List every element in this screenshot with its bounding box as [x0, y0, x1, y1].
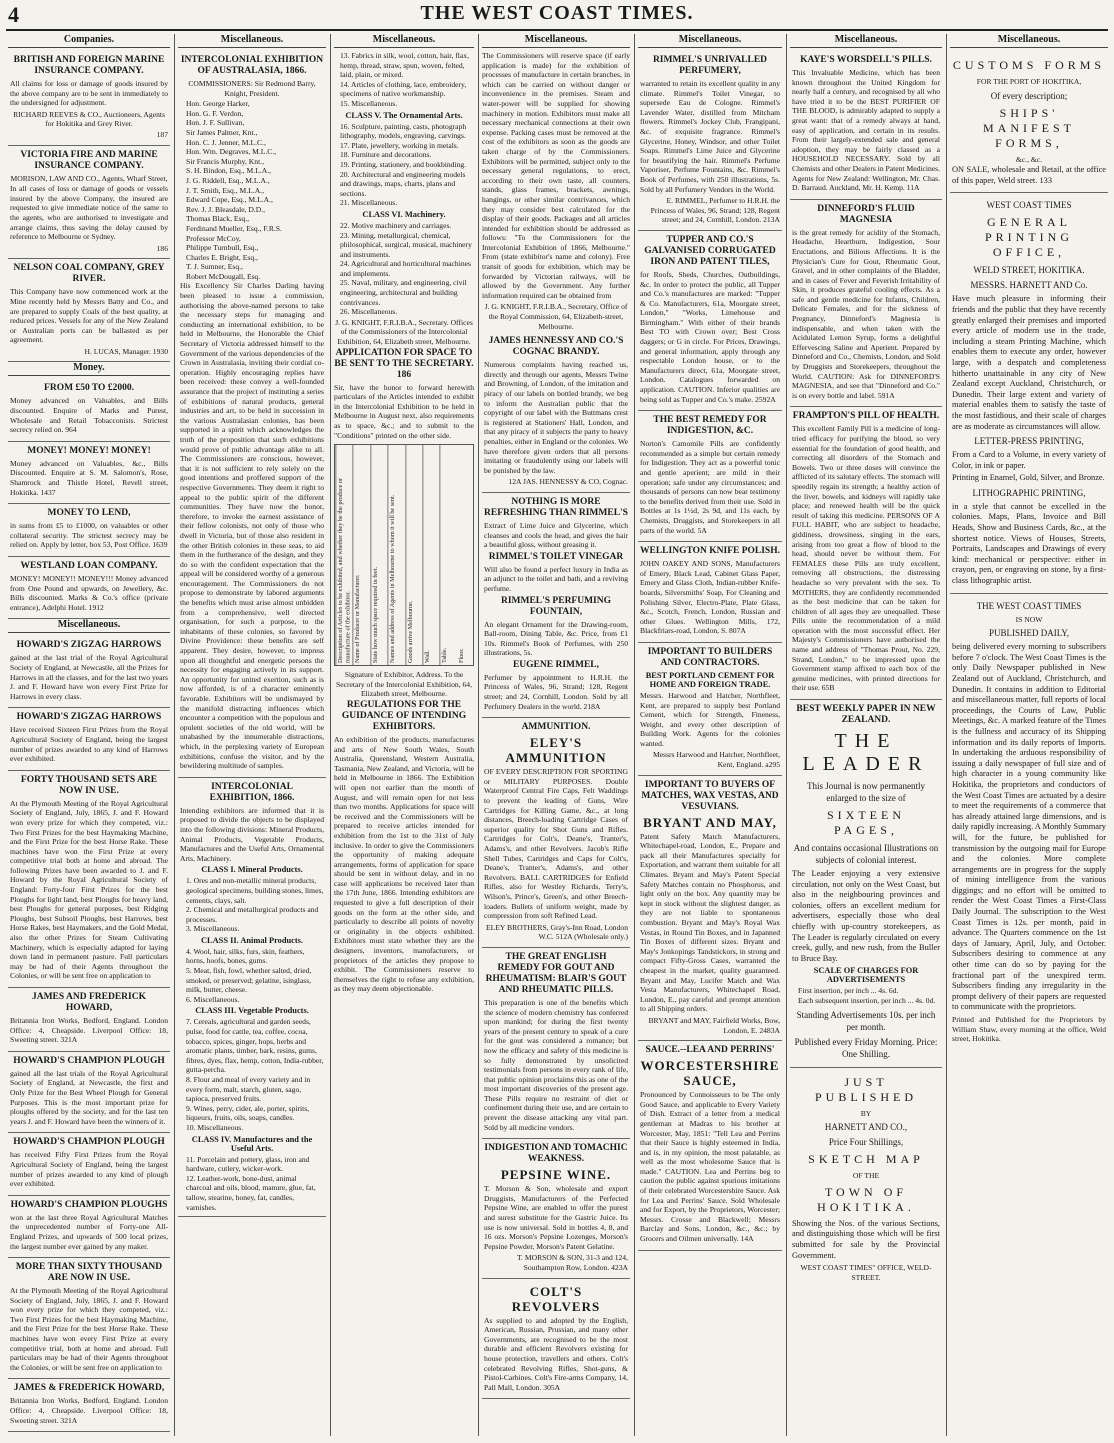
ad-title: JAMES AND FREDERICK HOWARD,: [31, 992, 146, 1013]
ad-signature: BRYANT and MAY, Fairfield Works, Bow, London, E. 2483A: [648, 1015, 780, 1035]
leader-pages: SIXTEEN PAGES,: [827, 808, 905, 838]
section-heading: Companies.: [8, 34, 170, 48]
ad-title: THE GREAT ENGLISH REMEDY FOR GOUT AND RHEUMATISM: BLAIR'S GOUT AND RHEUMATIC PILLS.: [485, 951, 627, 995]
column-2: [178, 34, 326, 1436]
column-4: [482, 34, 630, 1436]
commissioners-list: [180, 99, 324, 281]
ad-body: Pronounced by Connoisseurs to be The only Good Sauce, and applicable to Every Variety of Dish. Extract of a letter from a medical gentleman at Madras to his brother at Worcester, May, 1851: "Tell Lea and Perrins that their Sauce is highly esteemed in India, and is, in my opinion, the most palatable, as well as the most wholesome Sauce that is made." CAUTION. Lea and Perrins beg to caution the public against spurious imitations of their celebrated Worcestershire Sauce. Ask for Lea and Perrins' Sauce. Sold Wholesale and for Export, by the Proprietors, Worcester; Messrs. Crosse and Blackwell; Messrs Barclay and Sons, London, &c., &c.; by Grocers and Oilmen universally. 14A: [640, 1090, 780, 1244]
ad-the-leader: [790, 700, 942, 1068]
list-item: 18. Furniture and decorations.: [340, 150, 432, 160]
ad-title: HOWARD'S CHAMPION PLOUGH: [13, 1137, 165, 1148]
scale-row: Each subsequent insertion, per inch ... 4s. 0d.: [798, 995, 936, 1005]
ad-body: is the great remedy for acidity of the Stomach, Headache, Heartburn, Indigestion, Sour Eructations, and Bilious Affections. It is the Physician's Cure for Gout, Rheumatic Gout, Gravel, and in other complaints of the Bladder, and in cases of Fever and Feverish Irritability of Skin, it produces grateful cooling effects. As a safe and gentle medicine for Infants, Children, Delicate Females, and for the sickness of Pregnancy, Dinneford's Magnesia is indispensable, and when taken with the Acidulated Lemon Syrup, forms a delightful Effervescing Saline and Aperient. Prepared by Dinneford and Co., Chemists, London, and Sold by Druggists and Storekeepers, throughout the World. CAUTION: Ask for DINNEFORD'S MAGNESIA, and see that "Dinneford and Co." is on every bottle and label. 591A: [792, 227, 940, 400]
ad-money-2: [8, 442, 170, 504]
list-item: 25. Naval, military, and engineering, civil engineering, architectural and building contrivances.: [340, 278, 467, 307]
table-column: Goods arrive Melbourne.: [405, 445, 422, 665]
printing-body: Have much pleasure in informing their friends and the public that they have recently greatly enlarged their premises and imported every article of modern use in the trade, including a steam Printing Machine, which enables them to execute any order, however large, with a despatch and completeness hitherto unattainable in any city of New Zealand except Auckland, Christchurch, or Dunedin. Their large extent and variety of material enables them to satisfy the taste of the most fastidious, and their scale of charges are as moderate as circumstances will allow.: [952, 294, 1106, 431]
list-item: Rev. J. J. Bleasdale, D.D.,: [186, 204, 266, 214]
secretary-signature: J. G. KNIGHT, F.R.I.B.A., Secretary. Offices of the Commissioners of the Intercolonial Exhibition, 64, Elizabeth street, Melbourne.: [335, 317, 473, 347]
column-6: [790, 34, 942, 1436]
list-item: Robert McDougall, Esq.: [186, 271, 261, 281]
ad-rimmel-perfumery: [638, 51, 782, 231]
ad-title: NELSON COAL COMPANY, GREY RIVER.: [13, 263, 165, 285]
ad-body: in sums from £5 to £1000, on valuables or other collateral security. The strictest secrecy may be relied on. Apply by letter, box 53, Post Office. 1639: [10, 521, 168, 550]
table-column: Table.: [439, 445, 456, 665]
list-item: Edward Cope, Esq., M.L.A.,: [186, 195, 273, 205]
list-item: J. G. Riddell, Esq., M.L.A.,: [186, 175, 270, 185]
column-rule: [786, 34, 787, 1436]
map-line: JUST PUBLISHED: [814, 1074, 917, 1104]
section-heading-money: Money.: [8, 362, 170, 376]
ad-title: RIMMEL'S TOILET VINEGAR: [488, 551, 624, 562]
table-column: Description of Articles to be exhibited, and whether they be the produce or manufacture of the exhibitor.: [335, 445, 352, 665]
ad-title: IMPORTANT TO BUYERS OF MATCHES, WAX VESTAS, AND VESUVIANS.: [641, 779, 779, 812]
ad-body: At the Plymouth Meeting of the Royal Agricultural Society of England, July, 1865, J. and F. Howard won every prize for which they competed, viz.: Two First Prizes for the best Haymaking Machine, and the First Prize for the best Horse Rake. These machines have won every First Prize at every competitive trial, both at home and abroad. Full particulars may be had of their Agents throughout the Colonies, or will be sent free on application to: [10, 1286, 168, 1372]
ad-signature: 12A JAS. HENNESSY & CO, Cognac.: [508, 477, 628, 487]
map-line: SKETCH MAP: [808, 1152, 924, 1167]
list-item: 20. Architectural and engineering models and drawings, maps, charts, plans and sections.: [340, 169, 466, 198]
daily-line: IS NOW: [1015, 614, 1043, 624]
leader-line: This Journal is now permanently enlarged to the size of: [807, 781, 925, 804]
map-line: HARNETT AND CO.,: [824, 1122, 908, 1133]
ad-body: An elegant Ornament for the Drawing-room, Ball-room, Dining Table, &c. Price, from £1 10s. Rimmel's Book of Perfumes, with 250 illustrations, 5s.: [484, 619, 628, 658]
ad-headline: COLT'S REVOLVERS: [511, 1283, 601, 1314]
list-item: 19. Printing, stationery, and bookbinding.: [340, 159, 467, 169]
ad-signature: RICHARD REEVES & CO., Auctioneers, Agents for Hokitika and Grey River.: [13, 109, 165, 129]
masthead: [0, 0, 1114, 28]
ad-title: MONEY! MONEY! MONEY!: [27, 445, 151, 456]
ad-title: EUGENE RIMMEL,: [512, 659, 600, 670]
ad-body: for Roofs, Sheds, Churches, Outbuildings, &c. In order to protect the public, all Tupper and Co.'s manufactures are marked: "Tupper & Co. Manufacturers, 61a, Moorgate street, London," "Works, Limehouse and Birmingham." With either of their brands Best TO with Crown over; Best Cross daggers; or G in circle. For Prices, Drawings, and general information, apply through any respectable London house, or to the Manufacturers direct, 61a, Moorgate street, London. Catalogues forwarded on application. CAUTION. Inferior qualities are being sold as Tupper and Co.'s make. 2592A: [640, 269, 780, 404]
ad-title: THE BEST REMEDY FOR INDIGESTION, &C.: [653, 415, 767, 437]
map-office: WEST COAST TIMES" OFFICE, WELD-STREET.: [800, 1263, 932, 1282]
list-item: 11. Porcelain and pottery, glass, iron and hardware, cutlery, wicker-work.: [186, 1154, 310, 1174]
ad-blairs-pills: [482, 948, 630, 1139]
ad-signature: H. LUCAS, Manager. 1930: [84, 346, 168, 356]
ad-title: JAMES & FREDERICK HOWARD,: [13, 1383, 165, 1394]
ad-title: FROM £50 TO £2000.: [44, 383, 134, 394]
printing-line: From a Card to a Volume, in every variety of Color, in ink or paper.: [952, 450, 1106, 470]
printing-line: Printing in Enamel, Gold, Silver, and Bronze.: [952, 473, 1105, 483]
section-heading: Miscellaneous.: [334, 34, 474, 48]
list-item: Hon. C. J. Jenner, M.L.C.,: [186, 137, 266, 147]
ad-westland-loan: [8, 557, 170, 619]
list-item: 26. Miscellaneous.: [340, 307, 398, 317]
ad-body: This preparation is one of the benefits which the science of modern chemistry has conferred upon mankind; for during the first twenty years of the present century to speak of a cure for the gout was considered a romance; but now the efficacy and safety of this medicine is so fully demonstrated by unsolicited testimonials from persons in every rank of life, that public opinion proclaims this as one of the most important discoveries of the present age. These Pills require no restraint of diet or confinement during their use, and are certain to prevent the disease attacking any vital part. Sold by all medicine vendors.: [484, 997, 628, 1132]
ad-sketch-map: [790, 1068, 942, 1288]
ad-signature: Messrs Harwood and Hatcher, Northfleet, Kent, England. a295: [652, 750, 780, 770]
exhibitor-signature: Signature of Exhibitor, Address. To the Secretary of the Intercolonial Exhibition, 64, Elizabeth street, Melbourne.: [335, 670, 472, 699]
ad-howard-2: [8, 708, 170, 770]
scale-row: First insertion, per inch ... 4s. 6d.: [798, 986, 899, 996]
table-column: State how much space required in feet.: [370, 445, 387, 665]
ad-lea-perrins: [638, 1041, 782, 1251]
ad-body: warranted to retain its excellent quality in any climate. Rimmel's Toilet Vinegar, to supersede Eau de Cologne. Rimmel's Lavender Water, distilled from Mitcham flowers. Rimmel's Jockey Club, Frangipani, &c. of exquisite fragrance. Rimmel's Glycerine, Honey, Windsor, and other Toilet Soaps. Rimmel's Lime Juice and Glycerine for beautifying the hair. Rimmel's Perfume Vaporiser, Perfume Fountains, &c. Rimmel's Book of Perfumes, with 250 illustrations, 5s. Sold by all Perfumery Vendors in the World.: [640, 79, 780, 194]
list-item: 1. Ores and non-metallic mineral products, geological specimens, building stones, limes, cements, clays, salt.: [186, 876, 324, 905]
daily-line: THE WEST COAST TIMES: [976, 600, 1082, 611]
regulations-title: REGULATIONS FOR THE GUIDANCE OF INTENDING EXHIBITORS.: [341, 699, 467, 732]
column-1: [8, 34, 170, 1436]
ad-body: gained all the last trials of the Royal Agricultural Society of England, at Newcastle, the first and Only Prize for the Best Wheel Plough for General Purposes. This is the most important prize for ploughs offered by the society, and for the last ten years J. and F. Howard have been the winners of it.: [10, 1068, 168, 1126]
ad-title: FRAMPTON'S PILL OF HEALTH.: [792, 411, 940, 422]
masthead-rule: [6, 29, 1108, 31]
section-heading: Miscellaneous.: [950, 34, 1108, 48]
map-line: Price Four Shillings,: [828, 1137, 904, 1148]
ad-title: HOWARD'S ZIGZAG HARROWS: [16, 712, 162, 723]
ad-title: VICTORIA FIRE AND MARINE INSURANCE COMPANY.: [20, 149, 158, 171]
ad-headline: PEPSINE WINE.: [500, 1167, 612, 1183]
ad-body: Norton's Camomile Pills are confidently recommended as a simple but certain remedy for Indigestion. They act as a powerful tonic and gentle aperient; are mild in their operation; safe under any circumstances; and thousands of persons can now bear testimony to the benefits derived from their use. Sold in Bottles at 1s 1½d, 2s 9d, and 11s each, by Chemists, Druggists, and Storekeepers in all parts of the world. 5A: [640, 439, 780, 535]
daily-body: being delivered every morning to subscribers before 7 o'clock. The West Coast Times is the only Daily Newspaper published in New Zealand out of Auckland, Christchurch, and Dunedin. It contains in addition to Editorial and miscellaneous matter, full reports of local proceedings, the Courts of Law, Public Meetings, &c. A marked feature of the Times is the fullness and accuracy of its Shipping information and its daily reports of Imports. In undertaking the arduous responsibility of issuing a daily newspaper of full size and of high character in a young community like Hokitika, the proprietors and conductors of the West Coast Times are actuated by a desire to meet the requirements of a commerce that has already attained large dimensions, and is daily rapidly increasing. A Monthly Summary will, for the future, be published for transmission by the outgoing mail for Europe and the colonies. More complete arrangements are in progress for the supply of mining intelligence from the various diggings; and no effort will be omitted to render the West Coast Times a First-Class Daily Journal. The subscription to the West Coast Times is 12s. per month, paid in advance. The Quarters commence on the 1st days of January, April, July, and October. Subscribers desiring to commence at any other time can do so by paying for the fractional part of the unexpired term. Subscribers finding any irregularity in the prompt delivery of their papers are requested to communicate with the proprietors.: [952, 642, 1106, 1012]
customs-line: CUSTOMS FORMS: [952, 58, 1106, 72]
list-item: 16. Sculpture, painting, casts, photograph lithography, models, engraving, carvings.: [340, 121, 467, 141]
printing-line: LITHOGRAPHIC PRINTING,: [972, 487, 1086, 498]
leader-body: The Leader enjoying a very extensive circulation, not only on the West Coast, but also in the neighbouring provinces and colonies, offers an excellent medium for advertisers, especially those who deal chiefly with up-country storekeepers, as The Leader is regularly circulated on every creek, gully, and new rush, from the Buller to Bruce Bay.: [792, 869, 940, 963]
ad-agents: MORISON, LAW AND CO., Agents, Wharf Street,: [10, 173, 168, 183]
ad-title: DINNEFORD'S FLUID MAGNESIA: [817, 203, 915, 225]
list-item: 15. Miscellaneous.: [340, 98, 398, 108]
ad-nelson-coal: [8, 259, 170, 362]
column-rule: [634, 34, 635, 1436]
section-heading: Miscellaneous.: [482, 34, 630, 48]
ad-signature: ELEY BROTHERS, Gray's-Inn Road, London W.C. 512A (Wholesale only.): [486, 922, 628, 942]
ad-body: This excellent Family Pill is a medicine of long-tried efficacy for purifying the blood, so very essential for the foundation of good health, and correcting all disorders of the Stomach and Bowels. Two or three doses will convince the afflicted of its salutary effects. The stomach will speedily regain its strength; a healthy action of the liver, bowels, and kidneys will rapidly take place; and renewed health will be the quick result of taking this medicine. PERSONS OF A FULL HABIT, who are subject to headache, giddiness, drowsiness, singing in the ears, arising from too great a flow of blood to the head, should never be without them. For FEMALES these Pills are truly excellent, removing all obstructions, the distressing headache so very prevalent with the sex. To MOTHERS, they are confidently recommended as the best medicine that can be taken for children of all ages they are unequalled. These Pills unite the recommendation of a mild operation with the most successful effect. Her Majesty's Commissioners have authorised the name and address of "Thomas Prout, No. 229, Strand, London," to be impressed upon the Government stamp affixed to each box of the genuine medicines, with printed directions for their use. 65B: [792, 424, 940, 693]
ad-daily-times: [950, 594, 1108, 1050]
ad-howard-5: [8, 1052, 170, 1134]
ad-hennessy: [482, 332, 630, 493]
ad-intercolonial-classes: [178, 778, 326, 1217]
ad-money-3: [8, 504, 170, 557]
ad-frampton-pill: [790, 407, 942, 700]
ad-title: WESTLAND LOAN COMPANY.: [20, 561, 158, 571]
column-3: [334, 34, 474, 1436]
column-rule: [946, 34, 947, 1436]
class-heading: CLASS V. The Ornamental Arts.: [345, 110, 463, 120]
list-item: Professor McCoy,: [186, 233, 241, 243]
ad-title: KAYE'S WORSDELL'S PILLS.: [800, 55, 932, 65]
ad-headline: ELEY'S AMMUNITION: [505, 735, 607, 766]
leader-masthead: THE LEADER: [802, 730, 930, 776]
ad-title: BRITISH AND FOREIGN MARINE INSURANCE COMPANY.: [13, 55, 165, 76]
list-item: Sir Francis Murphy, Knt.,: [186, 156, 264, 166]
ad-colts-revolvers: [482, 1279, 630, 1400]
page-number: 4: [8, 2, 19, 27]
column-rule: [174, 34, 175, 1436]
ad-victoria-fire: [8, 146, 170, 260]
printing-line: LETTER-PRESS PRINTING,: [974, 436, 1084, 447]
ad-body: This Invaluable Medicine, which has been known throughout the United Kingdom for nearly half a century, and recognised by all who have tried it to be the BEST PURIFIER OF THE BLOOD, is admirably adapted to supply a great want: that of a remedy always at hand, easy of application, and certain in its results. From their largely-extended sale and general adoption, they may be fairly classed as a HOUSEHOLD NECESSARY. Sold by all Chemists and other Dealers in Patent Medicines. Agents for New Zealand: Wellington, Mr. Chas. D. Barraud. Auckland, Mr. H. Kemp. 11A: [792, 68, 940, 193]
list-item: Hon. G. F. Verdon,: [186, 108, 244, 118]
standing-ads: Standing Advertisements 10s. per inch per month.: [796, 1009, 936, 1032]
list-item: J. T. Smith, Esq., M.L.A.,: [186, 185, 264, 195]
printing-line: WEST COAST TIMES: [986, 200, 1072, 211]
printing-line: GENERAL PRINTING OFFICE,: [985, 215, 1073, 260]
ad-body: Numerous complaints having reached us, directly and through our agents, Messrs Twine and Browning, of London, of the imitation and piracy of our labels on bottled brandy, we beg to inform the Australian public that the copyright of our label with the Buttmans crest is registered at Stationers' Hall, London, and that any piracy of it subjects the party to heavy penalties, either in England or the colonies. We have therefore given orders that all persons imitating or fraudulently using our labels will be punished by the law.: [484, 360, 628, 475]
ad-body: In all cases of loss or damage of goods or vessels insured by the above Company, the insured are requested to give immediate notice of the same to the agents, who are authorised to investigate and arrange claims, thus saving the delay caused by reference to Melbourne or Sydney.: [10, 184, 168, 242]
ad-body: Intending exhibitors are informed that it is proposed to divide the objects to be displayed into the following divisions: Mineral Products, Animal Products, Vegetable Products, Manufactures and the Useful Arts, Ornamental Arts, Machinery.: [180, 805, 324, 863]
ad-body: Patent Safety Match Manufacturers, Whitechapel-road, London, E., Prepare and pack all their Manufactures specially for Exportation, and warrant them suitable for all Climates. Bryant and May's Patent Special Safety Matches contain no Phosphorus, and light only on the box. Any quantity may be kept in stock without the slightest danger, as they are not liable to spontaneous combustion. Bryant and May's Royal Wax Vestas, in Round Tin Boxes, and in Japanned Tin Boxes of different sizes. Bryant and May's Jonkopings Tandstickors, in strong and compact Fifty-Gross Cases, warranted the cheapest in the market, quality guaranteed. Bryant and May, Lucifer Match and Wax Vesta Manufacturers, Whitechapel Road, London, E., pay careful and prompt attention to all Shipping orders.: [640, 831, 780, 1014]
ad-body: As supplied to and adopted by the English, American, Russian, Prussian, and many other Governments, are recognised to be the most durable and efficient Revolvers existing for house protection, travellers and others. Colt's celebrated Revolving Rifles, Shot-guns, & Pistol-Carbines. Colt's Fire-arms Company, 14, Pall Mall, London. 305A: [484, 1315, 628, 1392]
list-item: 10. Miscellaneous.: [186, 1122, 244, 1132]
ad-body: His Excellency Sir Charles Darling having been pleased to issue a commission, authorising the above-named persons to take the necessary steps for managing and conducting an international exhibition, to be held in Melbourne, the Honorable the Chief Secretary of Victoria addressed himself to the Government of the various dependencies of the Crown in Australasia, inviting their cordial co-operation. Highly encouraging replies have been received: these convey a well-founded assurance that the project of instituting a series of exhibitions of natural products, general industries and art, to be held in succession in the various Australasian colonies, has been supported in a spirit which acknowledges the truth of the proposition that such exhibitions would prove of public advantage alike to all. The Commissioners are conscious, however, that it is not sufficient to rely solely on the good intentions and proffered support of the respective Governments. They deem it right to appeal to the public spirit of the different communities. They have now the honor, therefore, to invoke the earnest assistance of their fellow colonists, not only of those who dwell in Victoria, but of those also resident in the other British colonies in these seas, to aid them in the furtherance of the design, and they do so with the confident expectation that the appeal will be considered worthy of a generous encouragement. The Commissioners do not propose to demonstrate by labored arguments the benefits which must arise almost unbidden from a comprehensive, well directed organisation, for such a purpose, to the inhabitants of these colonies, so favored by Divine Providence: these benefits are self apparent. They desire, however, to impress upon all thoughtful and energetic persons the necessity for engaging actively in its support. An opportunity for united exertion, such as is now afforded, is of a character eminently favorable. Exhibitors will be undismayed by the manifold distracting influences which encounter a competition with the populous and opulent societies of the old world, will be unabashed by the innumerable distractions, which, in the perplexing variety of European exhibitions, confuse the visitor, and by the bewildering multitude of samples.: [180, 281, 324, 771]
ad-body: won at the last three Royal Agricultural Matches the unprecedented number of Forty-one All-England Prizes, and upwards of 500 local prizes, the largest number ever gained by any maker.: [10, 1212, 168, 1251]
ad-body: Messrs. Harwood and Hatcher, Northfleet, Kent, are prepared to supply best Portland Cement, which for Strength, Fineness, Weight, and every other description of Building Work. Agents for the colonies wanted.: [640, 690, 780, 748]
ad-title: SAUCE.--LEA AND PERRINS': [645, 1045, 775, 1056]
ad-howard-6: [8, 1133, 170, 1195]
class-heading: CLASS III. Vegetable Products.: [195, 1006, 309, 1016]
section-heading-misc: Miscellaneous.: [8, 619, 170, 633]
list-item: 17. Plate, jewellery, working in metals.: [340, 140, 459, 150]
ad-body: Money advanced on Valuables, and Bills discounted. Enquire of Marks and Purest, Wholesale and Retail Tobacconists. Strictest secrecy relied on. 964: [10, 396, 168, 435]
ad-title: INTERCOLONIAL EXHIBITION OF AUSTRALASIA, 1866.: [180, 55, 324, 76]
ad-money-1: [8, 379, 170, 441]
form-body: Sir, have the honor to forward herewith particulars of the Articles intended to exhibit in the Intercolonial Exhibition to be held in Melbourne in August next, also requirements as to space, &c.; and to submit to the "Conditions" printed on the other side.: [334, 382, 474, 440]
column-rule: [478, 34, 479, 1436]
ad-title: MORE THAN SIXTY THOUSAND ARE NOW IN USE.: [15, 1262, 163, 1284]
ad-body: This Company have now commenced work at the Mine recently held by Messrs Batty and Co., and are prepared to supply Coals of the best quality, at reduced prices. Vessels for any of the New Zealand or Australian ports can be ballasted as per agreement.: [10, 287, 168, 345]
class-heading: CLASS VI. Machinery.: [362, 209, 446, 219]
secretary-signature: J. G. KNIGHT, F.R.I.B.A., Secretary, Office of the Royal Commission, 64, Elizabeth-street, Melbourne.: [484, 302, 628, 331]
customs-line: SHIPS' MANIFEST FORMS,: [982, 105, 1075, 150]
ad-portland-cement: [638, 643, 782, 776]
ad-body: Will also be found a perfect luxury in India as an adjunct to the toilet and bath, and a reviving perfume.: [484, 564, 628, 593]
column-rule: [330, 34, 331, 1436]
list-item: Hon. Wm. Degraves, M.L.C.,: [186, 147, 277, 157]
ad-title: FORTY THOUSAND SETS ARE NOW IN USE.: [20, 774, 158, 796]
ad-headline: BRYANT AND MAY,: [643, 814, 777, 830]
list-item: 9. Wines, perry, cider, ale, porter, spirits, liqueurs, fruits, oils, soaps, candles.: [186, 1103, 310, 1123]
table-column: Names and address of Agents in Melbourne to whom it will be sent.: [387, 445, 404, 665]
table-column: Wall.: [422, 445, 439, 665]
ad-howard-8: [8, 1258, 170, 1379]
class-heading: CLASS I. Mineral Products.: [201, 865, 303, 875]
customs-line: Of every description;: [990, 90, 1068, 101]
map-line: OF THE: [852, 1171, 880, 1181]
form-title: APPLICATION FOR SPACE TO BE SENT TO THE SECRETARY. 186: [334, 347, 474, 380]
list-item: 4. Wool, hair, silks, furs, skin, feathers, horns, hoofs, bones, gums.: [186, 946, 305, 966]
ad-president: COMMISSIONERS: Sir Redmond Barry, Knight, President.: [188, 79, 316, 98]
list-item: 24. Agricultural and horticultural machines and implements.: [340, 259, 471, 278]
ad-howard-3: [8, 771, 170, 988]
ad-title: WELLINGTON KNIFE POLISH.: [640, 546, 780, 557]
map-line: BY: [860, 1108, 872, 1118]
ad-title: NOTHING IS MORE REFRESHING THAN RIMMEL'S: [484, 496, 628, 518]
ad-title: HOWARD'S CHAMPION PLOUGHS: [10, 1199, 168, 1210]
list-item: 21. Miscellaneous.: [340, 198, 398, 208]
ad-body: has received Fifty First Prizes from the Royal Agricultural Society of England, being the largest number of prizes awarded to any kind of plough ever exhibited.: [10, 1150, 168, 1189]
ad-tupper-iron: [638, 231, 782, 411]
ad-rimmel-lime: [482, 493, 630, 718]
ad-body: Money advanced on Valuables, &c., Bills Discounted. Enquire at S. M. Salomon's, Rose, Shamrock and Thistle Hotel, Revell street, Hokitika. 1437: [10, 458, 168, 497]
section-heading: Miscellaneous.: [178, 34, 326, 48]
customs-line: FOR THE PORT OF HOKITIKA,: [976, 77, 1082, 86]
ad-subtitle: BEST PORTLAND CEMENT FOR HOME AND FOREIGN TRADE.: [645, 670, 775, 689]
ad-ref: 186: [156, 243, 168, 253]
ad-body: Britannia Iron Works, Bedford, England. London Office: 4, Cheapside. Liverpool Office: 18, Sweeting street. 321A: [10, 1396, 168, 1425]
ad-body: All claims for loss or damage of goods insured by the above company are to be sent in immediately to the undersigned for adjustment.: [10, 79, 168, 108]
list-item: 5. Meat, fish, fowl, whether salted, dried, smoked, or preserved; gelatine, isinglass, milk, butter, cheese.: [186, 966, 312, 995]
ad-howard-4: [8, 988, 170, 1052]
customs-body: ON SALE, wholesale and Retail, at the office of this paper, Weld street. 133: [952, 165, 1106, 185]
list-item: Philippe Turnbull, Esq.,: [186, 243, 259, 253]
ad-dinneford-magnesia: [790, 200, 942, 408]
ad-title: TUPPER AND CO.'S GALVANISED CORRUGATED IRON AND PATENT TILES,: [644, 234, 776, 267]
list-item: Charles E. Bright, Esq.,: [186, 252, 258, 262]
list-item: Sir James Palmer, Knt.,: [186, 127, 258, 137]
ad-title: HOWARD'S CHAMPION PLOUGH: [13, 1055, 165, 1066]
table-column: Name of Producer or Manufacturer.: [352, 445, 369, 665]
list-item: Hon. J. F. Sullivan,: [186, 118, 245, 128]
ad-customs-forms: [950, 51, 1108, 193]
ad-signature: T. MORSON & SON, 31-3 and 124, Southampton Row, London. 423A: [516, 1253, 628, 1272]
ad-title: BEST WEEKLY PAPER IN NEW ZEALAND.: [796, 704, 936, 726]
table-column: Floor.: [457, 648, 465, 664]
section-heading: Miscellaneous.: [790, 34, 942, 48]
printing-line: MESSRS. HARNETT AND Co.: [970, 280, 1088, 291]
list-item: 8. Flour and meal of every variety and in every form, malt, starch, gluten, sago, tapioca, preserved fruits.: [186, 1075, 311, 1104]
ad-signature: E. RIMMEL, Perfumer to H.R.H. the Princess of Wales, 96, Strand; 128, Regent street; and 24, Cornhill, London. 213A: [650, 196, 780, 225]
list-item: 14. Articles of clothing, lace, embroidery, specimens of native workmanship.: [340, 79, 467, 99]
scale-title: SCALE OF CHARGES FOR ADVERTISEMENTS: [813, 966, 919, 985]
list-item: 6. Miscellaneous.: [186, 994, 240, 1004]
ad-pepsine-wine: [482, 1139, 630, 1278]
list-item: Ferdinand Mueller, Esq., F.R.S.: [186, 223, 282, 233]
ad-howard-7: [8, 1196, 170, 1258]
customs-line: &c., &c.: [1015, 154, 1043, 164]
ad-body: MONEY! MONEY!! MONEY!!! Money advanced from One Pound and upwards, on Jewellery, &c. Bills discounted. Marks & Co.'s office (private entrance), Adelphi Hotel. 1912: [10, 574, 168, 612]
list-item: 22. Motive machinery and carriages.: [340, 220, 452, 230]
ad-british-marine: [8, 51, 170, 146]
list-item: 13. Fabrics in silk, wool, cotton, hair, flax, hemp, thread, straw, spun, woven, felted, laid, plain, or mixed.: [340, 51, 469, 80]
exhibition-conditions: The Commissioners will reserve space (if early application is made) for the exhibition of processes of manufacture in certain branches, in which can be carried on without danger or inconvenience in the premises. Steam and water-power will be supplied for showing machinery in motion. Exhibitors must make all necessary mechanical connections at their own expense. Packing cases must be removed at the cost of the exhibitors as soon as the goods are taken charge of by the Commissioners. Exhibitors will be permitted, subject only to the necessary general regulations, to erect, according to their own taste, all counters, stands, glass frames, brackets, awnings, hangings, or other similar contrivances, which they may consider best calculated for the display of their goods. Packages and all articles intended for exhibition should be addressed as follows: "To the Commissioners for the Intercolonial Exhibition of 1866, Melbourne." From (state exhibitor's name and colony). Free transit of goods for exhibition, which may be forwarded by Victorian railways, will be allowed by the Government. Any further information required can be obtained from: [482, 51, 630, 300]
class-heading: CLASS II. Animal Products.: [201, 935, 303, 945]
imprint: Printed and Published for the Proprietors by William Shaw, every morning at the office, Weld street, Hokitika.: [952, 1015, 1106, 1044]
ad-eley-ammunition: [482, 718, 630, 948]
ad-intercolonial-commission: [178, 51, 326, 778]
list-item: Thomas Black, Esq.,: [186, 214, 250, 224]
daily-line: PUBLISHED DAILY,: [989, 628, 1069, 639]
printing-body: in a style that cannot be excelled in the colonies. Maps, Plans, Invoice and Bill Heads, Show and Business Cards, &c., at the shortest notice. Views of Houses, Streets, Portraits, Landscapes and Drawings of every kind: mechanical or perspective: either in crayon, pen, or engraving on stone, by a first-class lithographic artist.: [952, 501, 1106, 586]
ad-title: IMPORTANT TO BUILDERS AND CONTRACTORS.: [647, 646, 773, 668]
leader-line: And contains occasional Illustrations on subjects of colonial interest.: [793, 843, 939, 866]
ad-title: INTERCOLONIAL EXHIBITION, 1866.: [209, 781, 295, 803]
ad-ref: 187: [156, 129, 168, 139]
list-item: T. J. Sumner, Esq.,: [186, 262, 243, 272]
regulations-body: An exhibition of the products, manufactures and arts of New South Wales, South Australia, Queensland, Western Australia, Tasmania, New Zealand, and Victoria, will be held in Melbourne in 1866. The Exhibition will open not earlier than the month of August, and will remain open for not less than two months. Applications for space will be received and the Commissioners will be prepared to receive articles intended for exhibition from the 1st to the 31st of July inclusive. In order to give the Commissioners the opportunity of making adequate arrangements, forms of application for space should be sent in without delay, and in no case will applications be received later than the 17th June, 1866. Intending exhibitors are requested to give a full description of their goods on the form at the other side, and particularly to describe all points of novelty or originality in the objects exhibited. Exhibitors must state whether they are the designers, inventors, manufacturers, or proprietors of the articles they propose to exhibit. The Commissioners reserve to themselves the right to refuse any exhibition, as they may deem objectionable.: [334, 734, 474, 994]
ad-printing-office: [950, 193, 1108, 593]
list-item: 12. Leather-work, bone-dust, animal charcoal and oils, blood, manure, glue, fat, tallow, stearine, honey, fat, candles, varnishes.: [186, 1173, 316, 1212]
map-line: TOWN OF HOKITIKA.: [817, 1184, 915, 1214]
published-note: Published every Friday Morning. Price: One Shilling.: [794, 1036, 938, 1059]
ad-body: Have received Sixteen First Prizes from the Royal Agricultural Society of England, being the largest number of prizes awarded to any kind of Harrows ever exhibited.: [10, 725, 168, 764]
ad-title: RIMMEL'S UNRIVALLED PERFUMERY,: [652, 55, 768, 76]
list-item: 7. Cereals, agricultural and garden seeds, pulse, food for cattle, tea, coffee, cocoa, tobacco, spices, ginger, hops, herbs and aromatic plants, timber, bark, resins, gums, fibres, dyes, flax, hemp, cotton, India-rubber, gutta-percha.: [186, 1017, 324, 1075]
ad-body: T. Morson & Son, wholesale and export Druggists, Manufacturers of the Perfected Pepsine Wine, are enabled to offer the purest and surest substitute for the Gastric Juice. Its use is now universal. Sold in bottles 4, 8, and 16 ozs. Morson's Pepsine Lozenges, Morson's Pepsine Powder, Morson's Patent Gelatine.: [484, 1184, 628, 1251]
column-7: [950, 34, 1108, 1436]
class-heading: CLASS IV. Manufactures and the Useful Arts.: [191, 1134, 313, 1153]
list-item: 23. Mining, metallurgical, chemical, philosophical, surgical, musical, machinery and instruments.: [340, 230, 472, 259]
map-body: Showing the Nos. of the various Sections, and distinguishing those which will be first submitted for sale by the Provincial Government.: [792, 1218, 940, 1260]
column-5: [638, 34, 782, 1436]
ad-title: HOWARD'S ZIGZAG HARROWS: [16, 640, 162, 651]
ad-wellington-knife-polish: [638, 542, 782, 643]
ad-body: OF EVERY DESCRIPTION FOR SPORTING or MILITARY PURPOSES. Double Waterproof Central Fire Caps, Felt Waddings to prevent the leading of Guns, Wire Cartridges for Killing Game, &c., at long distances, Breech-loading Cartridge Cases of superior quality for Shot Guns and Rifles. Cartridges for Colt's, Deane's, Tranter's, Adams's, and other Revolvers. Jacob's Rifle Shell Tubes, Cartridges and Caps for Colt's, Deane's, Tranter's, Adams's, and other Revolvers. BALL CARTRIDGES for Enfield Rifles, also for Westley Richards, Terry's, Wilson's, Prince's, Green's, and other Breech-loaders. Bullets of uniform weight, made by compression from soft Refined Lead.: [484, 767, 628, 921]
list-item: S. H. Bindon, Esq., M.L.A.,: [186, 166, 272, 176]
ad-howard-1: [8, 636, 170, 708]
ad-title: JAMES HENNESSY AND CO.'S COGNAC BRANDY.: [488, 336, 624, 358]
ad-kaye-pills: [790, 51, 942, 200]
ad-title: RIMMEL'S PERFUMING FOUNTAIN,: [500, 595, 612, 617]
list-item: 2. Chemical and metallurgical products and processes.: [186, 905, 319, 924]
ad-body: JOHN OAKEY AND SONS, Manufacturers of Emery, Black Lead, Cabinet Glass Paper, Emery and Glass Cloth, Indian-rubber Knife-boards, Silversmiths' Soap, For Cleaning and Polishing Silver, Electro-Plate, Plate Glass, &c., Scotch, French, London, Russian and other Glues. Wellington Mills, 172, Blackfriars-road, London, S. 807A: [640, 559, 780, 636]
list-item: Hon. George Harker,: [186, 99, 250, 109]
ad-body: gained at the last trial of the Royal Agricultural Society of England, at Newcastle, all the Prizes for Harrows in all the classes, and for the last two years J. and F. Howard have won every First Prize for Harrows in every class.: [10, 653, 168, 701]
ad-title: AMMUNITION.: [521, 722, 591, 733]
ad-body: Extract of Lime Juice and Glycerine, which cleanses and cools the head, and gives the hair a beautiful gloss, without greasing it.: [484, 520, 628, 550]
list-item: 3. Miscellaneous.: [186, 924, 240, 934]
ad-body: At the Plymouth Meeting of the Royal Agricultural Society of England, July, 1865, J. and F. Howard won every prize for which they competed, viz.: Two First Prizes for the best Haymaking Machine, and the First Prize for the best Horse Rake. These machines have won the First Prize at every competitive trial both at home and abroad. The following Prizes have been awarded to J. and F. Howard by the Royal Agricultural Society of England: Forty-four First Prizes for the best Ploughs for light land, best Ploughs for heavy land, best Ploughs for general purposes, best Ridging Ploughs, best Subsoil Ploughs, best Harrows, best Horse Rakes, best Haymakers, and the Gold Medal, also the other Prizes for Steam Cultivating Machinery, which is especially adapted for laying down land in permanent pasture. Full particulars may be had of their Agents throughout the Colonies, or will be sent free on application to: [10, 798, 168, 981]
ad-headline: WORCESTERSHIRE SAUCE,: [640, 1058, 780, 1089]
printing-line: WELD STREET, HOKITIKA.: [973, 265, 1085, 276]
ad-title: INDIGESTION AND TOMACHIC WEAKNESS.: [484, 1143, 628, 1165]
newspaper-title: THE WEST COAST TIMES.: [420, 2, 694, 24]
ad-body: Perfumer by appointment to H.R.H. the Princess of Wales, 96, Strand; 128, Regent street; and 24, Cornhill, London. Sold by all Perfumery Dealers in the world. 218A: [484, 672, 628, 711]
ad-bryant-may: [638, 776, 782, 1041]
application-form-table: [334, 444, 474, 666]
ad-howard-9: [8, 1379, 170, 1432]
ad-norton-pills: [638, 411, 782, 542]
section-heading: Miscellaneous.: [638, 34, 782, 48]
ad-title: MONEY TO LEND,: [47, 508, 131, 519]
ad-body: Britannia Iron Works, Bedford, England. London Office: 4, Cheapside. Liverpool Office: 18, Sweeting street. 321A: [10, 1016, 168, 1045]
